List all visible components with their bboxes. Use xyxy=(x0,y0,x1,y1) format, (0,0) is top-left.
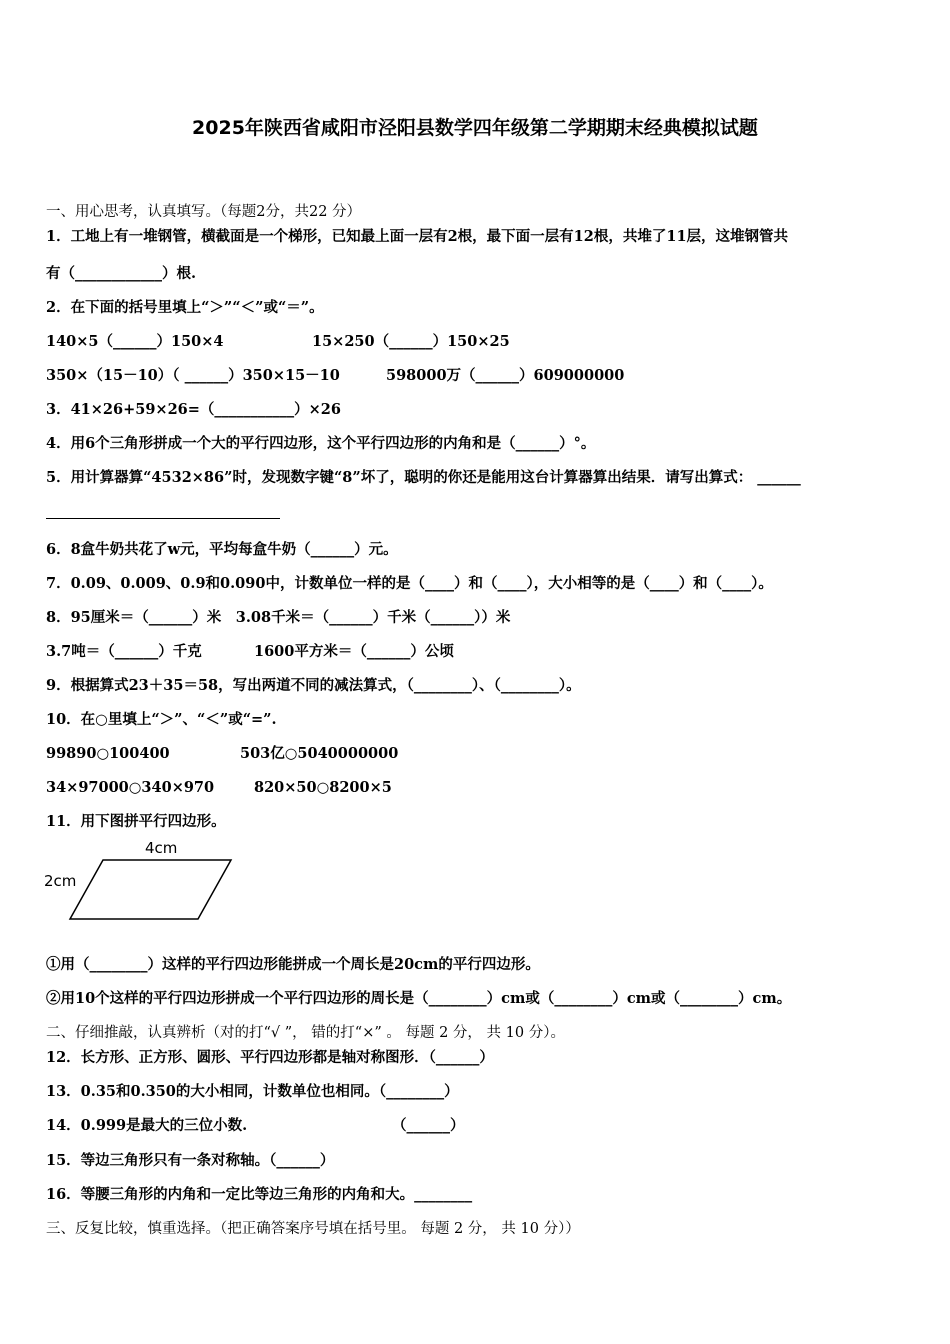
section-1-heading: 一、用心思考，认真填写。（每题2分，共22 分） xyxy=(46,204,362,220)
question-3: 3．41×26+59×26=（___________）×26 xyxy=(46,401,341,418)
question-11-part1: ①用（________）这样的平行四边形能拼成一个周长是20cm的平行四边形。 xyxy=(46,956,540,973)
question-1-cont: 有（____________）根. xyxy=(46,265,197,282)
answer-blank-line xyxy=(46,518,280,519)
question-12: 12．长方形、正方形、圆形、平行四边形都是轴对称图形．（______） xyxy=(46,1049,494,1066)
question-5: 5．用计算器算“4532×86”时，发现数字键“8”坏了，聪明的你还是能用这台计算器算出结果．请写出算式： ______ xyxy=(46,469,801,486)
question-2: 2．在下面的括号里填上“＞”“＜”或“＝”。 xyxy=(46,299,324,316)
page-title: 2025年陕西省咸阳市泾阳县数学四年级第二学期期末经典模拟试题 xyxy=(192,117,758,139)
figure-side-label: 2cm xyxy=(44,872,77,890)
question-2-row2-left: 350×（15－10）（ ______）350×15－10 xyxy=(46,367,340,384)
question-10: 10．在○里填上“＞”、“＜”或“=”. xyxy=(46,711,277,728)
parallelogram-shape xyxy=(70,860,231,919)
question-7: 7．0.09、0.009、0.9和0.090中，计数单位一样的是（____）和（____），大小相等的是（____）和（____）。 xyxy=(46,575,773,592)
question-2-row2-right: 598000万（______）609000000 xyxy=(386,367,625,384)
question-10-row2-right: 820×50○8200×5 xyxy=(254,779,392,796)
question-14-blank: （______） xyxy=(392,1117,465,1134)
question-15: 15．等边三角形只有一条对称轴。（______） xyxy=(46,1152,335,1169)
question-11: 11．用下图拼平行四边形。 xyxy=(46,813,226,830)
section-3-heading: 三、反复比较，慎重选择。（把正确答案序号填在括号里。 每题 2 分， 共 10 分）） xyxy=(46,1221,580,1237)
question-8-row2-right: 1600平方米＝（______）公顷 xyxy=(254,643,454,660)
question-9: 9．根据算式23＋35＝58，写出两道不同的减法算式，（________）、（________）。 xyxy=(46,677,581,694)
question-2-row1-left: 140×5（______）150×4 xyxy=(46,333,224,350)
question-14: 14．0.999是最大的三位小数. xyxy=(46,1117,248,1134)
question-8-row1: 8．95厘米＝（______）米 3.08千米＝（______）千米（______））米 xyxy=(46,609,511,626)
section-2-heading: 二、仔细推敲，认真辨析（对的打“√ ”， 错的打“×” 。 每题 2 分， 共 10 分）。 xyxy=(46,1025,565,1041)
question-8-row2-left: 3.7吨＝（______）千克 xyxy=(46,643,202,660)
figure-top-label: 4cm xyxy=(145,839,178,857)
parallelogram-figure xyxy=(40,836,250,931)
question-10-row1-left: 99890○100400 xyxy=(46,745,170,762)
question-2-row1-right: 15×250（______）150×25 xyxy=(312,333,510,350)
question-6: 6．8盒牛奶共花了w元，平均每盒牛奶（______）元。 xyxy=(46,541,398,558)
question-16: 16．等腰三角形的内角和一定比等边三角形的内角和大。________ xyxy=(46,1186,473,1203)
question-13: 13．0.35和0.350的大小相同，计数单位也相同。（________） xyxy=(46,1083,459,1100)
question-10-row2-left: 34×97000○340×970 xyxy=(46,779,215,796)
question-10-row1-right: 503亿○5040000000 xyxy=(240,745,399,762)
question-1: 1．工地上有一堆钢管，横截面是一个梯形，已知最上面一层有2根，最下面一层有12根，共堆了11层，这堆钢管共 xyxy=(46,228,789,245)
question-11-part2: ②用10个这样的平行四边形拼成一个平行四边形的周长是（________）cm或（________）cm或（________）cm。 xyxy=(46,990,792,1007)
question-4: 4．用6个三角形拼成一个大的平行四边形，这个平行四边形的内角和是（______）°。 xyxy=(46,435,596,452)
